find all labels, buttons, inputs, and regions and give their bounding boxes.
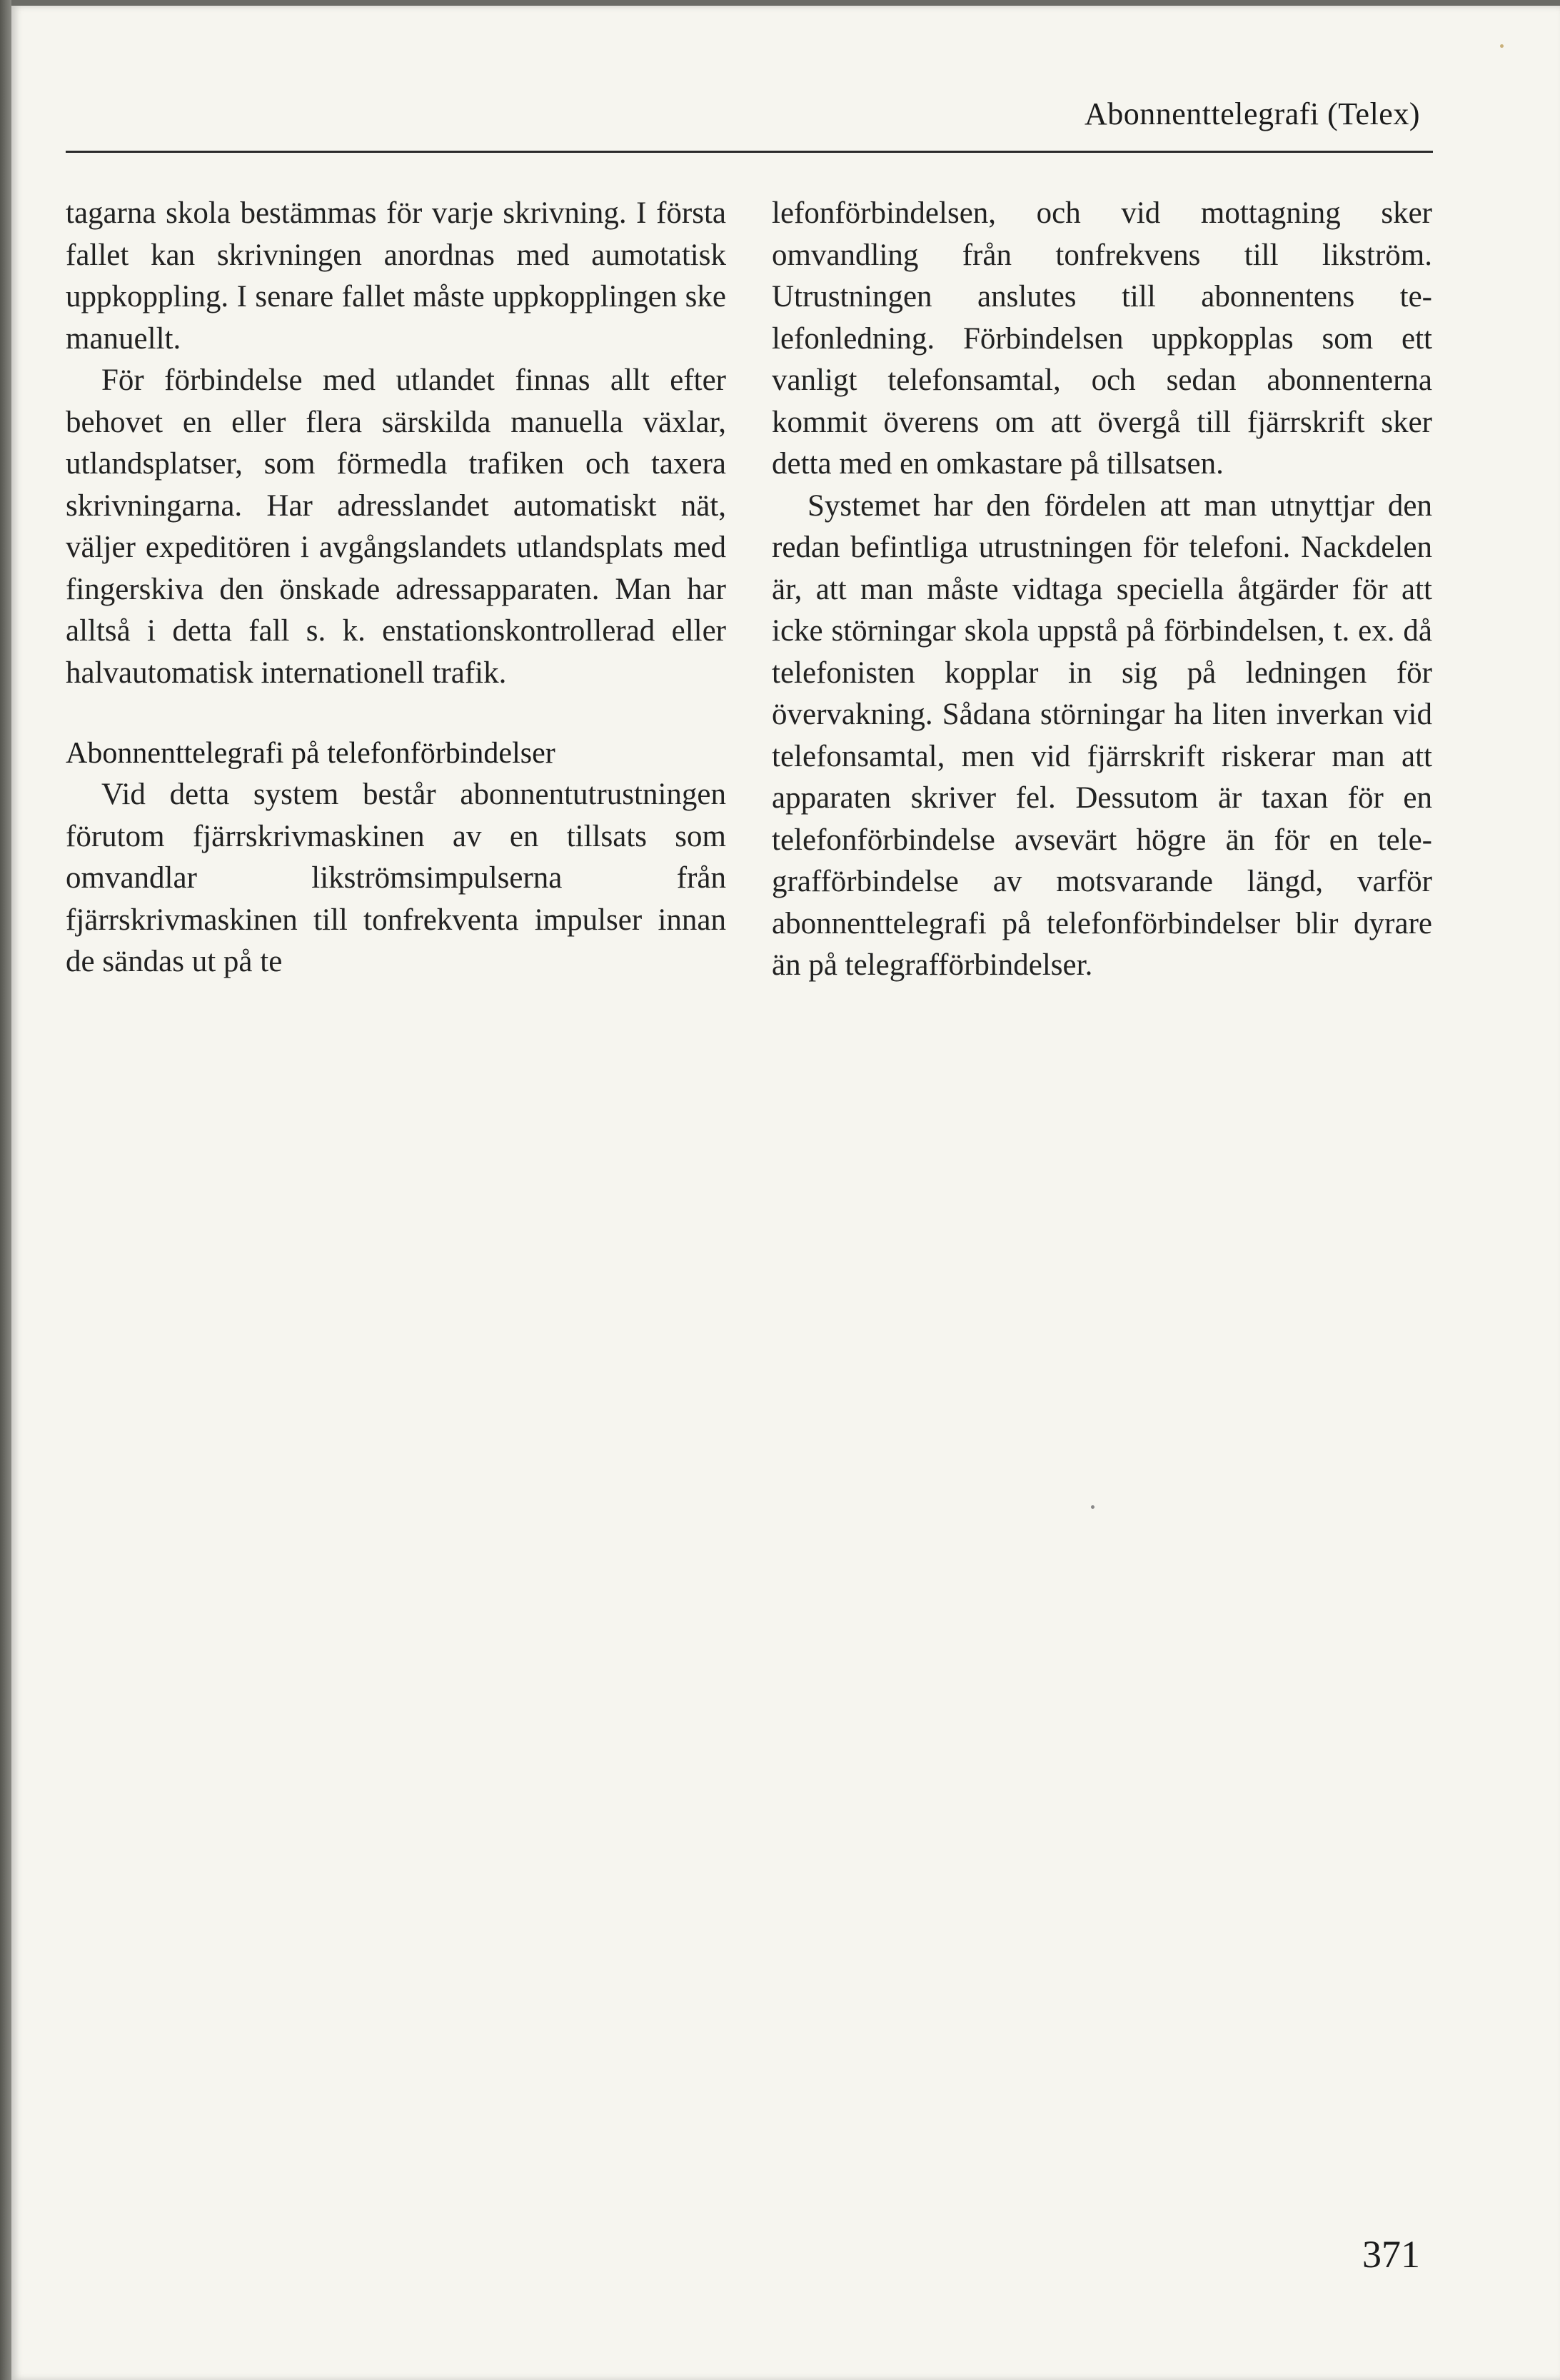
left-column: [66, 193, 726, 983]
paragraph: Systemet har den fördelen att man utnyttjar den redan befintliga utrustningen för telefoni. Nackdelen är, att man måste vidtaga speciella åtgärder för att icke störningar skola uppstå på förbindelsen, t. ex. då telefonisten kopplar in sig på ledningen för övervakning. Sådana störningar ha liten inverkan vid telefonsamtal, men vid fjärrskrift riskerar man att apparaten skriver fel. Dessutom är taxan för en telefonförbindelse avsevärt högre än för en telegrafförbindelse av motsvarande längd, varför abonnenttelegrafi på telefonförbindelser blir dyrare än på telegrafförbindelser.: [772, 488, 1432, 982]
scan-edge: [0, 0, 11, 2380]
page-number: 371: [1362, 2233, 1420, 2276]
scan-speck: [1091, 1505, 1094, 1509]
paragraph: lefonförbindelsen, och vid mottagning sker omvandling från tonfrekvens till likström. Utrustningen anslutes till abonnentens telefonledning. Förbindelsen uppkopplas som ett vanligt telefonsamtal, och sedan abonnenterna kommit överens om att övergå till fjärrskrift sker detta med en omkastare på tillsatsen.: [772, 196, 1432, 481]
section-heading: Abonnenttelegrafi på telefonförbindelser: [66, 737, 555, 770]
running-title: Abonnenttelegrafi (Telex): [1085, 96, 1420, 131]
paragraph: tagarna skola bestämmas för varje skrivning. I första fallet kan skrivningen anordnas med aumotatisk uppkoppling. I senare fallet måste uppkopplingen ske manuellt.: [66, 196, 726, 356]
scan-speck: [1500, 44, 1504, 48]
right-column: [772, 193, 1432, 987]
document-page: [11, 6, 1560, 2380]
paragraph: Vid detta system består abonnentutrustningen förutom fjärrskrivmaskinen av en tillsats som omvandlar likströmsimpulserna från fjärrskrivmaskinen till tonfrekventa impulser innan de sändas ut på te: [66, 778, 726, 978]
paragraph: För förbindelse med utlandet finnas allt efter behovet en eller flera särskilda manuella växlar, utlandsplatser, som förmedla trafiken och taxera skrivningarna. Har adresslandet automatiskt nät, väljer expeditören i avgångslandets utlandsplats med fingerskiva den önskade adressapparaten. Man har alltså i detta fall s. k. enstationskontrollerad eller halvautomatisk internationell trafik.: [66, 363, 726, 690]
header-rule: [66, 151, 1433, 153]
